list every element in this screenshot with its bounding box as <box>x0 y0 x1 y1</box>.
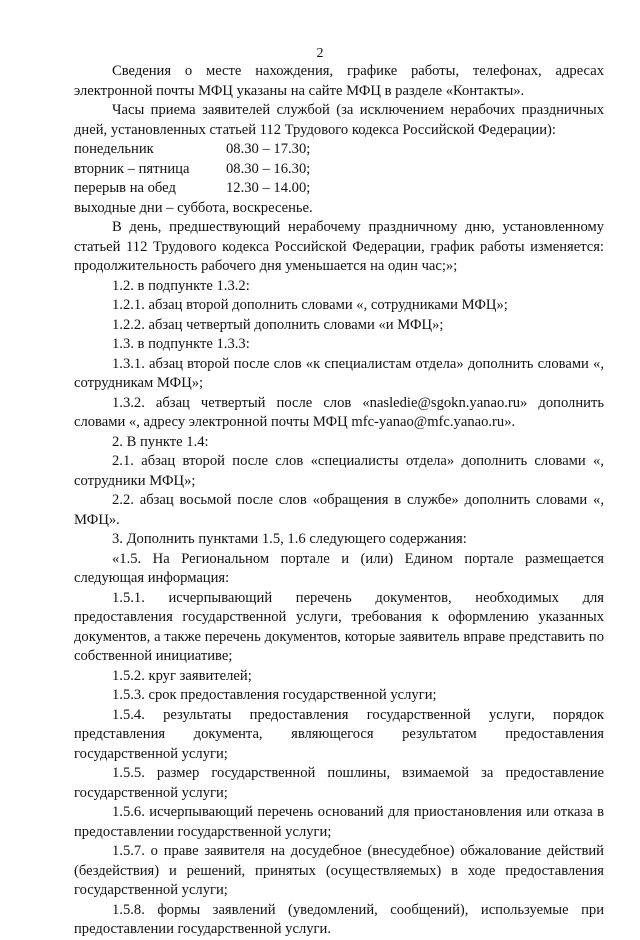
schedule-row <box>74 140 604 160</box>
paragraph: 1.5.5. размер государственной пошлины, взимаемой за предоставление государственной услуги; <box>74 765 604 801</box>
schedule-day: понедельник <box>74 141 154 157</box>
paragraph: 1.5.1. исчерпывающий перечень документов, необходимых для предоставления государственной услуги, требования к оформлению указанных документов, а также перечень документов, которые заявитель вправе представить по собственной инициативе; <box>74 589 604 664</box>
schedule-row <box>74 179 604 199</box>
document-body <box>74 62 604 940</box>
schedule-time: 12.30 – 14.00; <box>226 180 311 196</box>
weekend-line: выходные дни – суббота, воскресенье. <box>74 199 313 216</box>
paragraph: 1.5.3. срок предоставления государственной услуги; <box>112 687 437 703</box>
schedule-time: 08.30 – 16.30; <box>226 160 311 177</box>
paragraph: Сведения о месте нахождения, графике работы, телефонах, адресах электронной почты МФЦ указаны на сайте МФЦ в разделе «Контакты». <box>74 63 604 99</box>
paragraph: 1.2.2. абзац четвертый дополнить словами «и МФЦ»; <box>112 316 444 333</box>
paragraph: 1.5.7. о праве заявителя на досудебное (внесудебное) обжалование действий (бездействия) и решений, принятых (осуществляемых) в ходе предоставления государственной услуги; <box>74 843 604 898</box>
paragraph: 1.3.2. абзац четвертый после слов «nasledie@sgokn.yanao.ru» дополнить словами «, адресу электронной почты МФЦ mfc-yanao@mfc.yanao.ru». <box>74 394 604 430</box>
paragraph: 1.5.4. результаты предоставления государственной услуги, порядок представления документа, являющегося результатом предоставления государственной услуги; <box>74 706 604 762</box>
paragraph: 1.3.1. абзац второй после слов «к специалистам отдела» дополнить словами «, сотрудникам МФЦ»; <box>74 355 604 391</box>
paragraph: 1.5.8. формы заявлений (уведомлений, сообщений), используемые при предоставлении государственной услуги. <box>74 901 604 937</box>
paragraph: «1.5. На Региональном портале и (или) Едином портале размещается следующая информация: <box>74 550 604 586</box>
paragraph: 2.1. абзац второй после слов «специалисты отдела» дополнить словами «, сотрудники МФЦ»; <box>74 453 604 489</box>
paragraph: 2. В пункте 1.4: <box>112 433 209 450</box>
schedule-time: 08.30 – 17.30; <box>226 141 311 157</box>
page-number: 2 <box>316 46 324 61</box>
schedule-row <box>74 160 604 180</box>
paragraph: Часы приема заявителей службой (за исключением нерабочих праздничных дней, установленных статьей 112 Трудового кодекса Российской Федерации): <box>74 102 604 138</box>
paragraph: В день, предшествующий нерабочему праздничному дню, установленному статьей 112 Трудового кодекса Российской Федерации, график работы изменяется: продолжительность рабочего дня уменьшается на один час;»; <box>74 219 604 274</box>
paragraph: 1.2.1. абзац второй дополнить словами «, сотрудниками МФЦ»; <box>112 297 508 313</box>
paragraph: 1.5.6. исчерпывающий перечень оснований для приостановления или отказа в предоставлении государственной услуги; <box>74 804 604 840</box>
paragraph: 3. Дополнить пунктами 1.5, 1.6 следующего содержания: <box>112 531 467 547</box>
paragraph: 1.2. в подпункте 1.3.2: <box>112 277 250 294</box>
schedule-table <box>74 140 604 199</box>
paragraph: 1.5.2. круг заявителей; <box>112 667 252 684</box>
schedule-day: перерыв на обед <box>74 180 176 196</box>
paragraph: 1.3. в подпункте 1.3.3: <box>112 336 250 352</box>
paragraph: 2.2. абзац восьмой после слов «обращения в службе» дополнить словами «, МФЦ». <box>74 492 604 528</box>
schedule-day: вторник – пятница <box>74 160 190 177</box>
